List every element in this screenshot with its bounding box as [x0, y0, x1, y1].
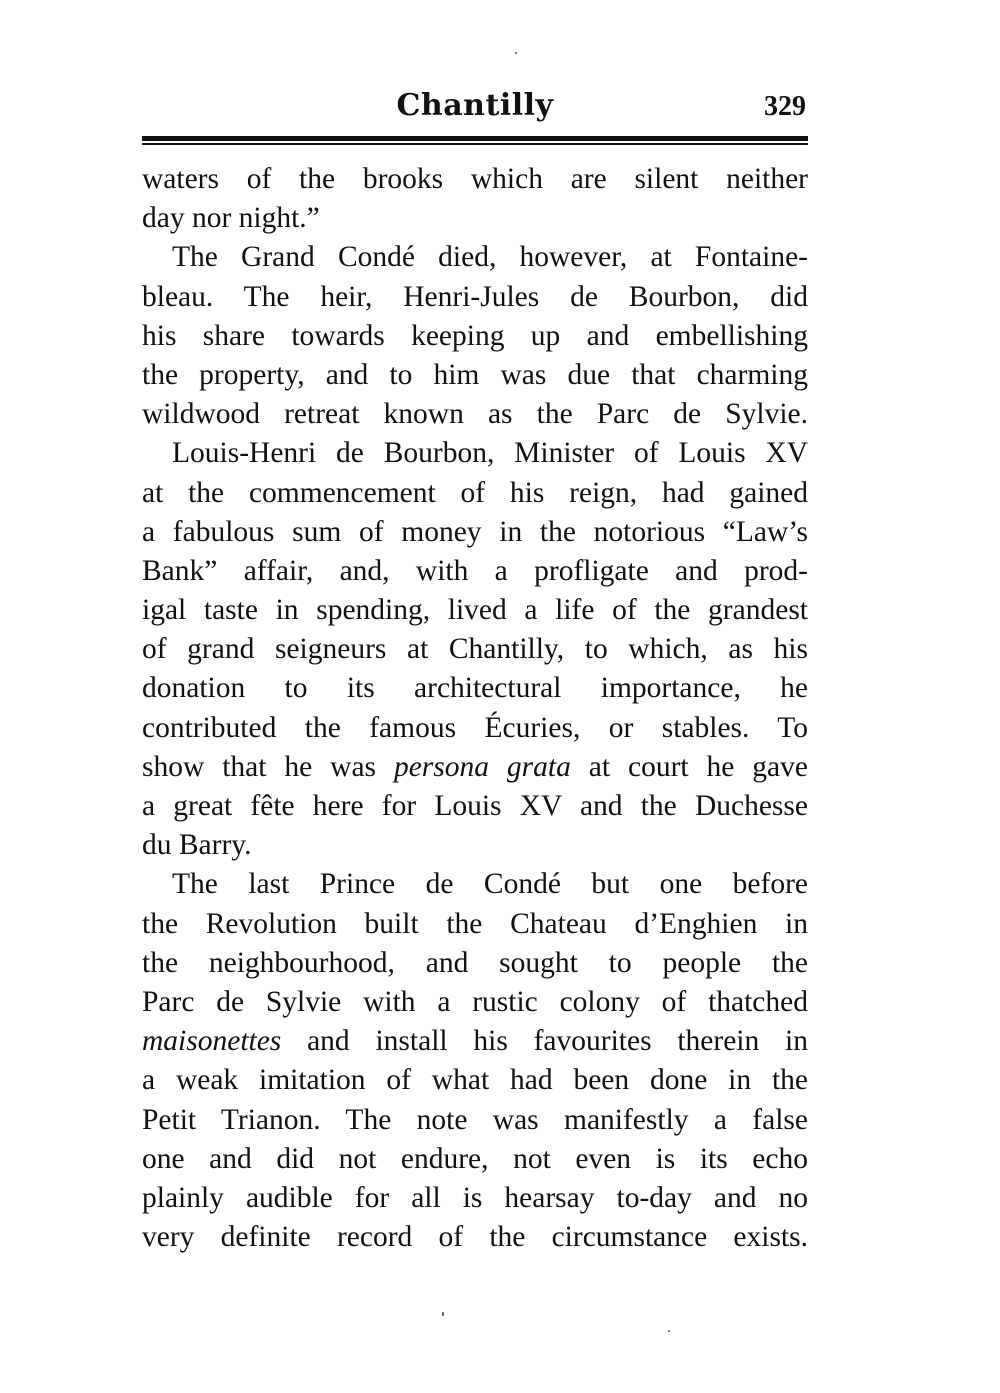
- italic-phrase: persona grata: [393, 750, 571, 783]
- text-line: waters of the brooks which are silent neither: [142, 163, 808, 195]
- text-line: the property, and to him was due that charming: [142, 358, 808, 391]
- scan-speck: [442, 1312, 444, 1316]
- text-line: donation to its architectural importance, he: [142, 672, 808, 705]
- italic-phrase: maisonettes: [142, 1025, 282, 1058]
- text-line: of grand seigneurs at Chantilly, to which, as his: [142, 633, 808, 666]
- text-line-with-italic: [142, 1022, 808, 1061]
- paragraph-first-line: The last Prince de Condé but one before: [172, 868, 808, 901]
- text-line: igal taste in spending, lived a life of the grandest: [142, 594, 808, 627]
- scan-speck: [668, 1330, 670, 1332]
- text-line: one and did not endure, not even is its echo: [142, 1142, 808, 1175]
- scan-speck: [515, 52, 517, 54]
- text-segment: show that he was: [142, 750, 394, 783]
- page-header: [142, 88, 808, 132]
- text-line: at the commencement of his reign, had gained: [142, 476, 808, 509]
- text-line: Bank” affair, and, with a profligate and prod-: [142, 554, 808, 587]
- text-line: the Revolution built the Chateau d’Enghien in: [142, 907, 808, 940]
- text-line: very definite record of the circumstance exists.: [142, 1221, 808, 1254]
- page-number: 329: [764, 91, 806, 122]
- text-line: du Barry.: [142, 829, 252, 862]
- text-line: a great fête here for Louis XV and the Duchesse: [142, 790, 808, 822]
- text-line: contributed the famous Écuries, or stables. To: [142, 711, 808, 744]
- text-line: a fabulous sum of money in the notorious “Law’s: [142, 515, 808, 548]
- text-line: wildwood retreat known as the Parc de Sylvie.: [142, 398, 808, 431]
- text-line: Petit Trianon. The note was manifestly a false: [142, 1103, 808, 1136]
- text-line: a weak imitation of what had been done in the: [142, 1064, 808, 1097]
- running-title: Chantilly: [396, 88, 554, 123]
- text-line: the neighbourhood, and sought to people the: [142, 946, 808, 979]
- text-line: plainly audible for all is hearsay to-day and no: [142, 1181, 808, 1214]
- header-rule-thick: [142, 136, 808, 141]
- paragraph-first-line: The Grand Condé died, however, at Fontaine-: [172, 241, 808, 274]
- header-rule-thin: [142, 143, 808, 145]
- text-segment: and install his favourites therein in: [281, 1025, 808, 1058]
- text-line: his share towards keeping up and embellishing: [142, 319, 808, 352]
- text-line: Parc de Sylvie with a rustic colony of thatched: [142, 985, 808, 1018]
- text-line-with-italic: [142, 748, 808, 787]
- body-text: [142, 160, 808, 1257]
- paragraph-first-line: Louis-Henri de Bourbon, Minister of Louis XV: [172, 437, 808, 470]
- text-line: day nor night.”: [142, 202, 320, 235]
- text-segment: at court he gave: [570, 750, 808, 783]
- text-line: bleau. The heir, Henri-Jules de Bourbon, did: [142, 280, 808, 313]
